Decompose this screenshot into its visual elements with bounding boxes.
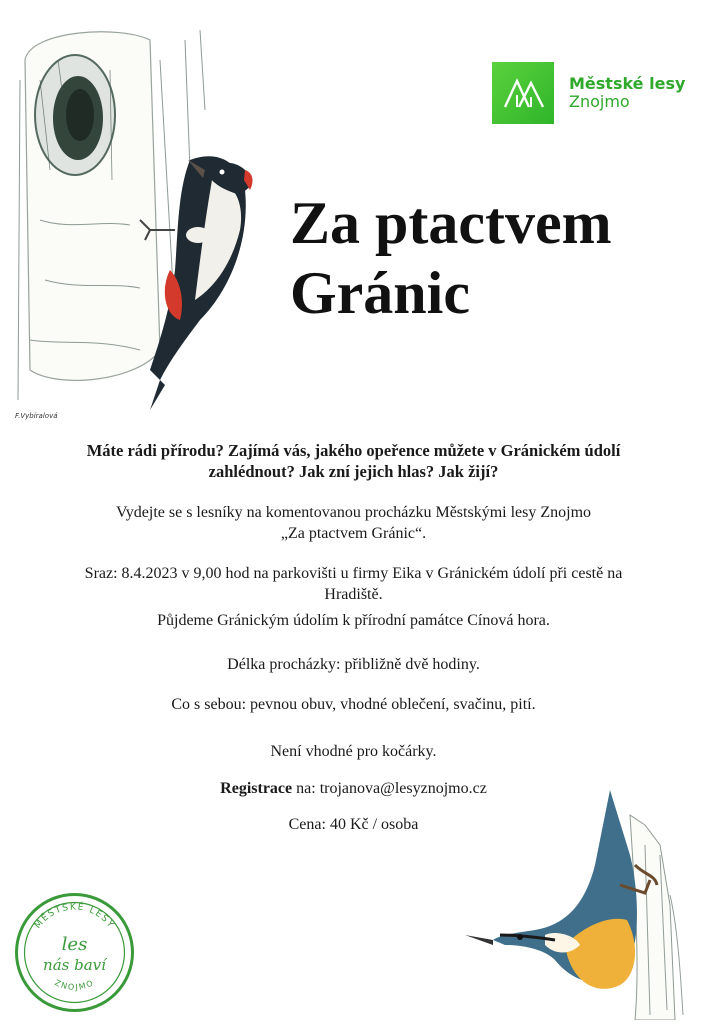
what-to-bring: Co s sebou: pevnou obuv, vhodné oblečení, svačinu, pití. [171, 696, 536, 713]
meet-line2: Hradiště. [324, 586, 383, 603]
registration-email[interactable]: na: trojanova@lesyznojmo.cz [292, 780, 487, 797]
intro-line2: zahlédnout? Jak zní jejich hlas? Jak žijí? [208, 462, 499, 481]
logo-name-line2: Znojmo [569, 92, 630, 111]
meet-line1: Sraz: 8.4.2023 v 9,00 hod na parkovišti u firmy Eika v Gránickém údolí při cestě na [84, 565, 623, 582]
mestske-lesy-logo [492, 62, 685, 124]
intro-line1: Máte rádi přírodu? Zajímá vás, jakého opeřence můžete v Gránickém údolí [86, 441, 621, 460]
logo-name-line1: Městské lesy [569, 74, 686, 94]
invitation-text [40, 502, 667, 544]
price: Cena: 40 Kč / osoba [288, 816, 419, 833]
stamp-middle-line2: nás baví [43, 956, 106, 974]
trees-icon [501, 75, 545, 111]
stamp-middle-line1: les [61, 934, 88, 955]
meeting-point [40, 563, 667, 605]
les-nas-bavi-stamp [12, 890, 137, 1015]
stamp-bottom-text: ZNOJMO [53, 978, 96, 992]
page-title [290, 188, 612, 328]
woodpecker-illustration [0, 20, 270, 420]
route-text: Půjdeme Gránickým údolím k přírodní památce Cínová hora. [157, 612, 550, 629]
logo-badge [492, 62, 554, 124]
svg-text:MĚSTSKÉ LESY [33, 901, 116, 931]
event-description [40, 440, 667, 835]
artist-signature: F.Vybíralová [15, 412, 58, 420]
nuthatch-illustration [445, 785, 705, 1020]
stamp-top-text: MĚSTSKÉ LESY [33, 902, 116, 931]
svg-text:ZNOJMO [53, 978, 95, 992]
stroller-note: Není vhodné pro kočárky. [270, 743, 437, 760]
invite-line1: Vydejte se s lesníky na komentovanou procházku Městskými lesy Znojmo [115, 504, 592, 521]
title-line2: Gránic [290, 260, 470, 326]
invite-line2: „Za ptactvem Gránic“. [280, 525, 427, 542]
title-line1: Za ptactvem [290, 190, 612, 256]
intro-question [40, 440, 667, 482]
walk-length: Délka procházky: přibližně dvě hodiny. [227, 656, 480, 673]
registration-label: Registrace [220, 780, 293, 797]
